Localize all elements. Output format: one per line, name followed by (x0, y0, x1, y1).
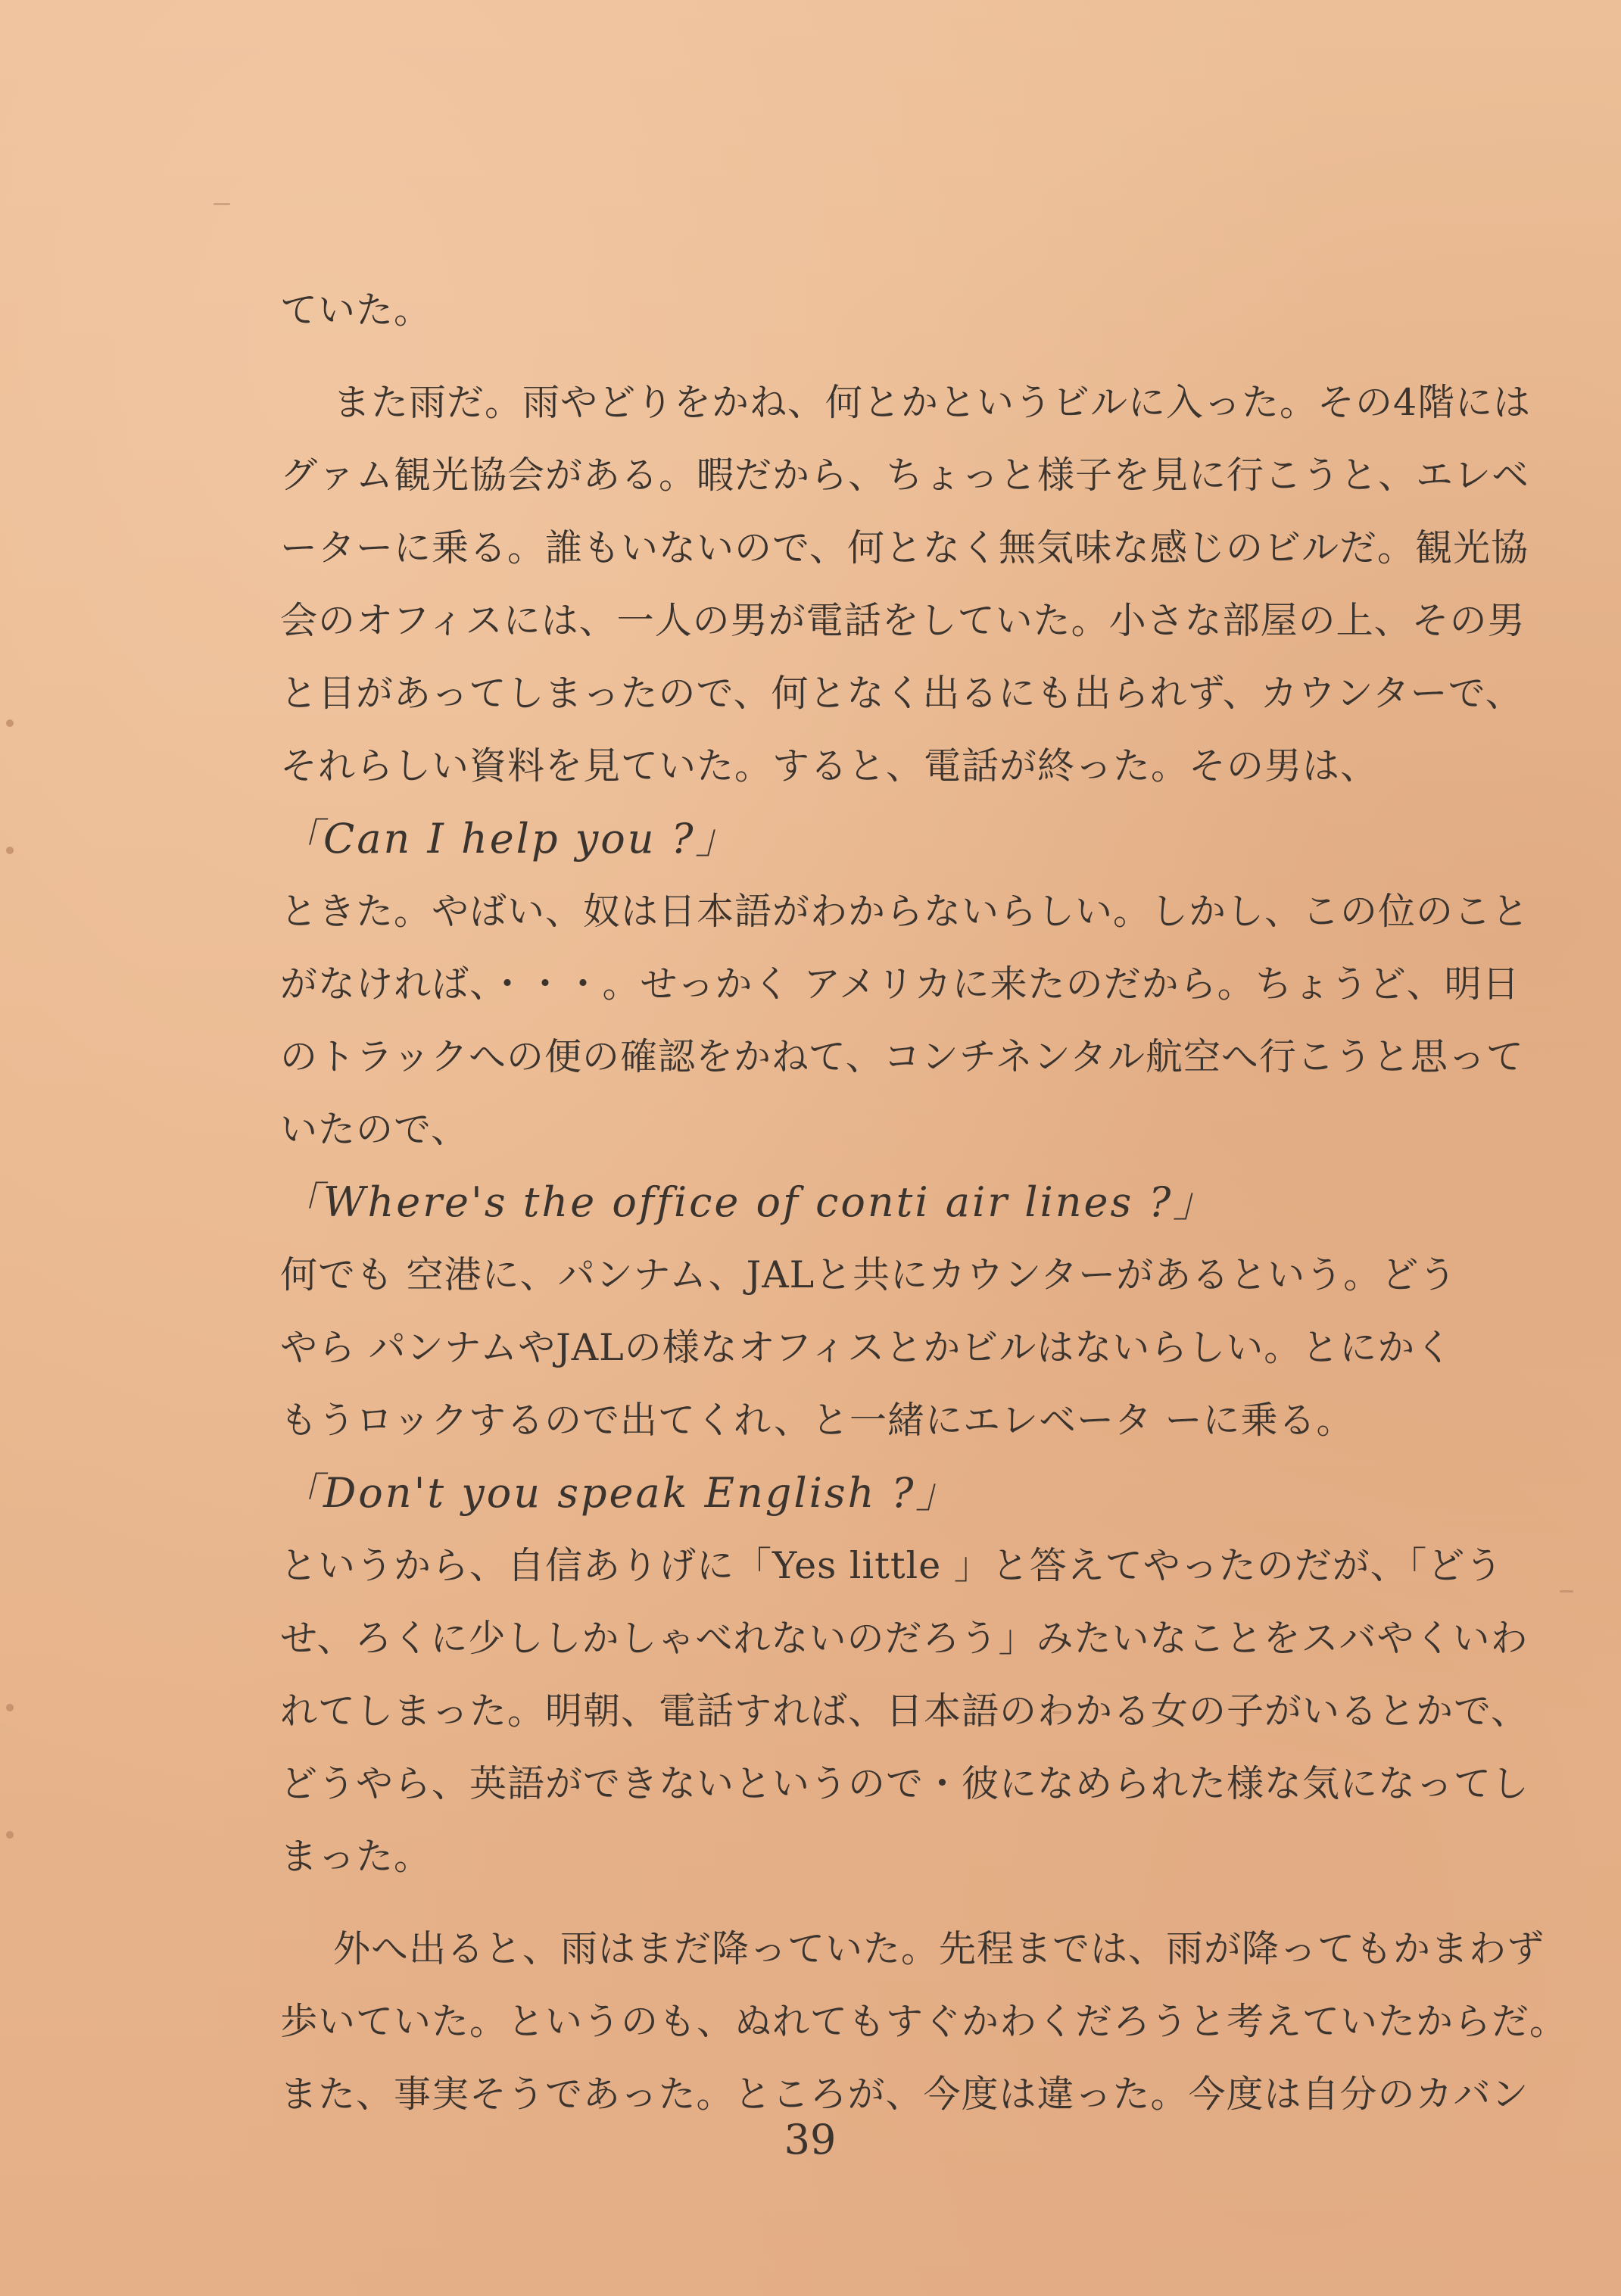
text-line: グァム観光協会がある。暇だから、ちょっと様子を見に行こうと、エレベ (280, 454, 1530, 497)
text-line: どうやら、英語ができないというので・彼になめられた様な気になってし (280, 1762, 1530, 1805)
english-dialogue-line: 「Can I help you ?」 (280, 815, 739, 863)
text-line: のトラックへの便の確認をかねて、コンチネンタル航空へ行こうと思って (280, 1035, 1524, 1078)
paper-speck (1560, 1590, 1573, 1593)
text-line: ときた。やばい、奴は日本語がわからないらしい。しかし、この位のこと (280, 890, 1530, 933)
binding-hole (6, 719, 14, 727)
binding-hole (6, 847, 14, 854)
text-line: やら パンナムやJALの様なオフィスとかビルはないらしい。とにかく (280, 1326, 1454, 1369)
text-line: また雨だ。雨やどりをかね、何とかというビルに入った。その4階には (333, 381, 1532, 424)
text-line: がなければ、・・・。せっかく アメリカに来たのだから。ちょうど、明日 (280, 962, 1520, 1006)
text-line: というから、自信ありげに「Yes little 」と答えてやったのだが、「どう (280, 1544, 1504, 1587)
handwritten-text-block (280, 274, 1568, 2131)
binding-hole (6, 1831, 14, 1839)
text-line: それらしい資料を見ていた。すると、電話が終った。その男は、 (280, 744, 1379, 788)
binding-hole (6, 1704, 14, 1711)
text-line: 会のオフィスには、一人の男が電話をしていた。小さな部屋の上、その男 (280, 599, 1526, 642)
text-line: と目があってしまったので、何となく出るにも出られず、カウンターで、 (280, 672, 1523, 715)
text-line: 歩いていた。というのも、ぬれてもすぐかわくだろうと考えていたからだ。 (280, 2000, 1568, 2043)
english-dialogue-line: 「Where's the office of conti air lines ?」 (280, 1178, 1217, 1226)
text-line: れてしまった。明朝、電話すれば、日本語のわかる女の子がいるとかで、 (280, 1689, 1529, 1733)
text-line: もうロックするので出てくれ、と一緒にエレベータ ーに乗る。 (280, 1399, 1354, 1442)
text-line: まった。 (280, 1835, 432, 1878)
text-line: また、事実そうであった。ところが、今度は違った。今度は自分のカバン (280, 2073, 1529, 2116)
paper-speck (214, 203, 230, 205)
text-line: せ、ろくに少ししかしゃべれないのだろう」みたいなことをスバやくいわ (280, 1617, 1529, 1660)
text-line: 何でも 空港に、パンナム、JALと共にカウンターがあるという。どう (280, 1253, 1457, 1296)
english-dialogue-line: 「Don't you speak English ?」 (280, 1469, 959, 1517)
page-number: 39 (784, 2116, 837, 2163)
text-line: ていた。 (280, 289, 432, 332)
text-line: 外へ出ると、雨はまだ降っていた。先程までは、雨が降ってもかまわず (333, 1927, 1545, 1970)
text-line: いたので、 (280, 1108, 469, 1151)
text-line: ーターに乗る。誰もいないので、何となく無気味な感じのビルだ。観光協 (280, 526, 1529, 569)
